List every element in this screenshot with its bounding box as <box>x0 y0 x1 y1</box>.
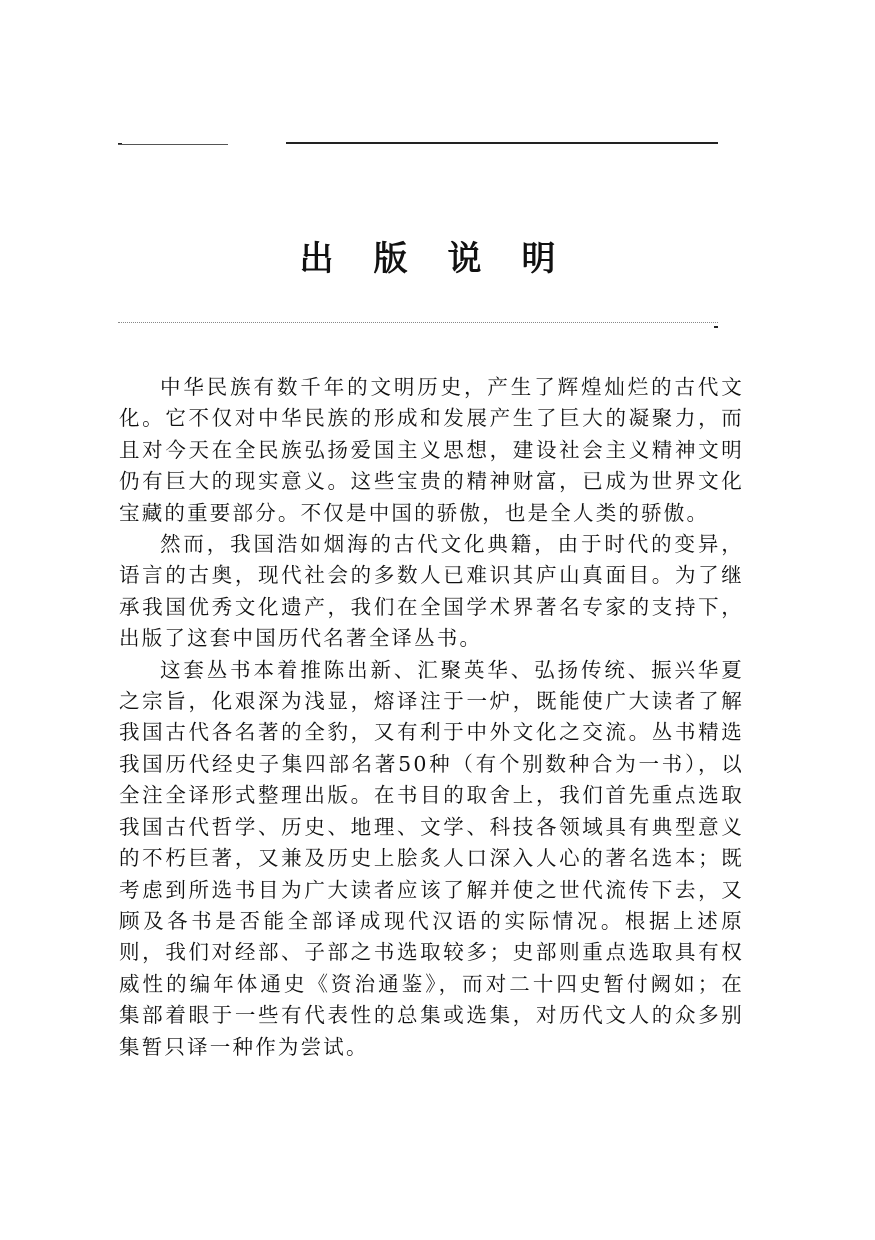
top-rule <box>118 140 718 150</box>
paragraph-2: 然而，我国浩如烟海的古代文化典籍，由于时代的变异，语言的古奥，现代社会的多数人已难识其庐山真面目。为了继承我国优秀文化遗产，我们在全国学术界著名专家的支持下，出版了这套中国历代名著全译丛书。 <box>119 532 744 651</box>
rule-segment-short <box>118 144 228 145</box>
page-title: 出版说明 <box>299 238 596 279</box>
bottom-rule <box>118 322 718 329</box>
paragraph-1: 中华民族有数千年的文明历史，产生了辉煌灿烂的古代文化。它不仅对中华民族的形成和发展产生了巨大的凝聚力，而且对今天在全民族弘扬爱国主义思想，建设社会主义精神文明仍有巨大的现实意义。这些宝贵的精神财富，已成为世界文化宝藏的重要部分。不仅是中国的骄傲，也是全人类的骄傲。 <box>119 375 744 525</box>
rule-mark <box>714 326 718 328</box>
rule-segment-long <box>286 142 718 144</box>
paragraph-3: 这套丛书本着推陈出新、汇聚英华、弘扬传统、振兴华夏之宗旨，化艰深为浅显，熔译注于一炉，既能使广大读者了解我国古代各名著的全豹，又有利于中外文化之交流。丛书精选我国历代经史子集四部名著50种（有个别数种合为一书），以全注全译形式整理出版。在书目的取舍上，我们首先重点选取我国古代哲学、历史、地理、文学、科技各领域具有典型意义的不朽巨著，又兼及历史上脍炙人口深入人心的著名选本；既考虑到所选书目为广大读者应该了解并使之世代流传下去，又顾及各书是否能全部译成现代汉语的实际情况。根据上述原则，我们对经部、子部之书选取较多；史部则重点选取具有权威性的编年体通史《资治通鉴》，而对二十四史暂付阙如；在集部着眼于一些有代表性的总集或选集，对历代文人的众多别集暂只译一种作为尝试。 <box>119 657 744 1059</box>
body-text <box>119 372 744 1063</box>
